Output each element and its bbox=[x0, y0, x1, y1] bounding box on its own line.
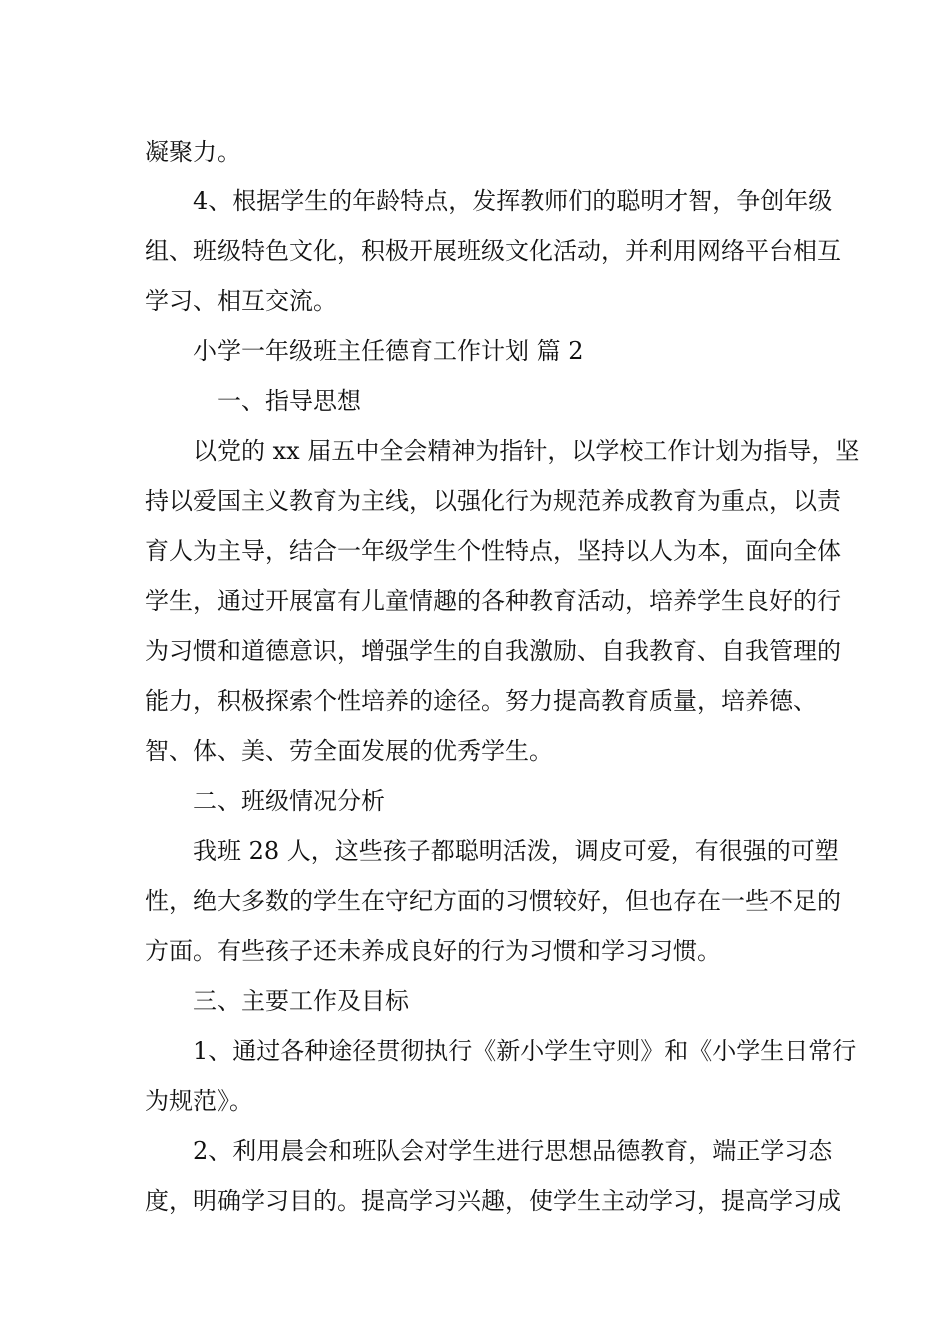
text-line: 为规范》。 bbox=[145, 1087, 253, 1115]
section-heading: 一、指导思想 bbox=[217, 387, 361, 415]
text-line: 性，绝大多数的学生在守纪方面的习惯较好，但也存在一些不足的 bbox=[145, 887, 841, 915]
text-line: 以党的 xx 届五中全会精神为指针，以学校工作计划为指导，坚 bbox=[193, 437, 860, 465]
section-heading: 三、主要工作及目标 bbox=[193, 987, 409, 1015]
text-line: 能力，积极探索个性培养的途径。努力提高教育质量，培养德、 bbox=[145, 687, 817, 715]
text-line: 度，明确学习目的。提高学习兴趣，使学生主动学习，提高学习成 bbox=[145, 1187, 841, 1215]
text-line: 方面。有些孩子还未养成良好的行为习惯和学习习惯。 bbox=[145, 937, 721, 965]
section-heading: 小学一年级班主任德育工作计划 篇 2 bbox=[193, 337, 584, 365]
text-line: 1、通过各种途径贯彻执行《新小学生守则》和《小学生日常行 bbox=[193, 1037, 857, 1065]
text-line: 4、根据学生的年龄特点，发挥教师们的聪明才智，争创年级 bbox=[193, 187, 833, 215]
text-line: 为习惯和道德意识，增强学生的自我激励、自我教育、自我管理的 bbox=[145, 637, 841, 665]
text-line: 凝聚力。 bbox=[145, 138, 241, 166]
text-line: 组、班级特色文化，积极开展班级文化活动，并利用网络平台相互 bbox=[145, 237, 841, 265]
text-line: 学习、相互交流。 bbox=[145, 287, 337, 315]
text-line: 智、体、美、劳全面发展的优秀学生。 bbox=[145, 737, 553, 765]
text-line: 持以爱国主义教育为主线，以强化行为规范养成教育为重点，以责 bbox=[145, 487, 841, 515]
section-heading: 二、班级情况分析 bbox=[193, 787, 385, 815]
text-line: 我班 28 人，这些孩子都聪明活泼，调皮可爱，有很强的可塑 bbox=[193, 837, 839, 865]
text-line: 2、利用晨会和班队会对学生进行思想品德教育，端正学习态 bbox=[193, 1137, 833, 1165]
text-line: 学生，通过开展富有儿童情趣的各种教育活动，培养学生良好的行 bbox=[145, 587, 841, 615]
text-line: 育人为主导，结合一年级学生个性特点，坚持以人为本，面向全体 bbox=[145, 537, 841, 565]
